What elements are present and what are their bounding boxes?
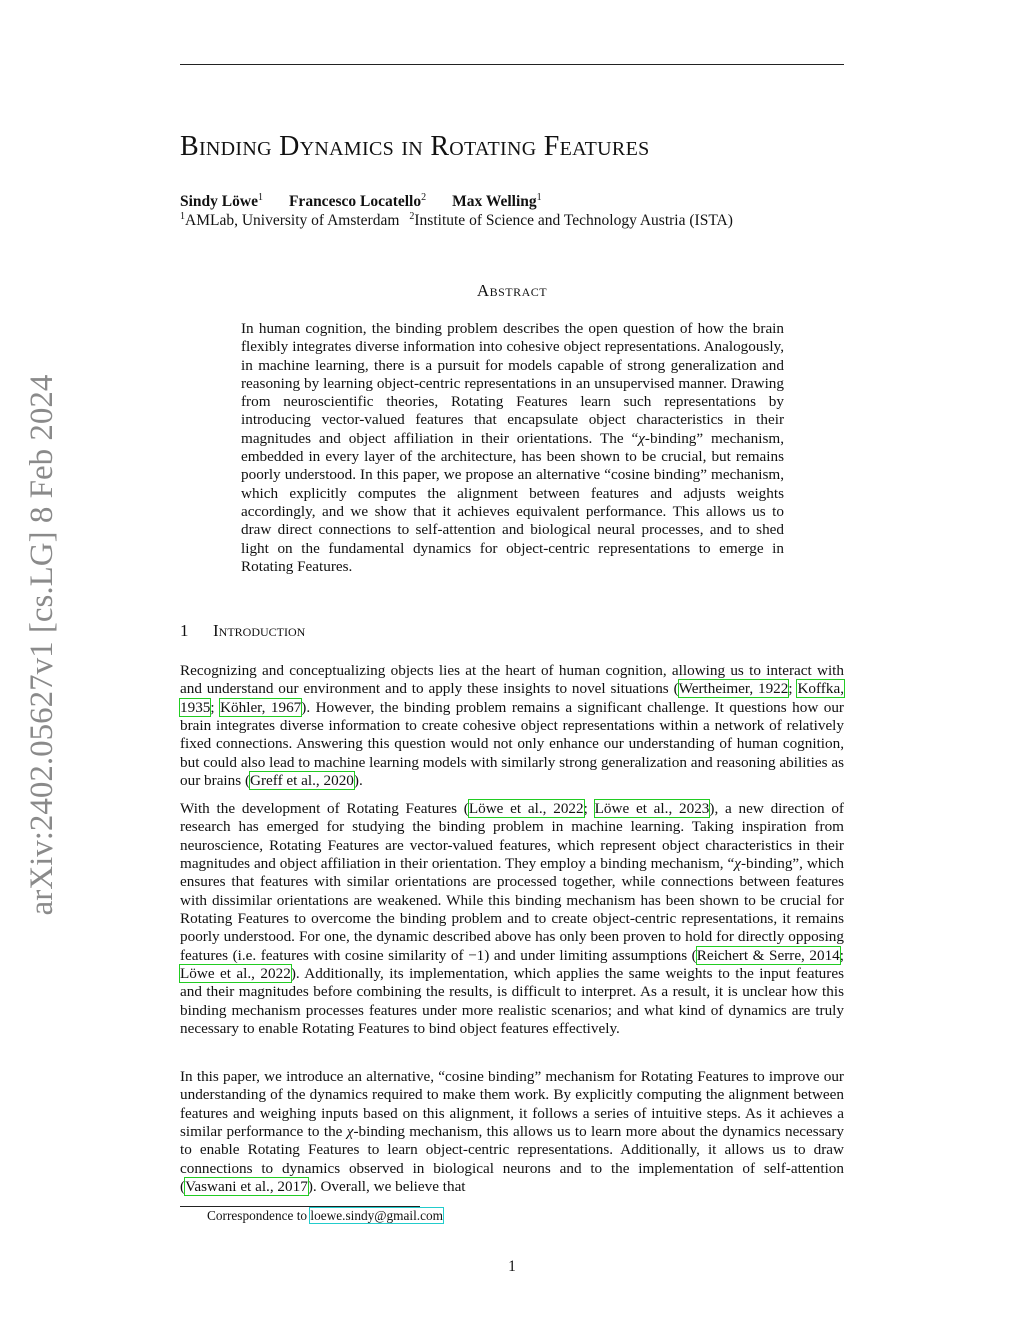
arxiv-identifier: arXiv:2402.05627v1 [cs.LG] 8 Feb 2024: [24, 374, 60, 916]
citation-link[interactable]: Löwe et al., 2022: [468, 800, 584, 817]
chi-symbol: χ: [638, 429, 645, 447]
intro-paragraph-1: [180, 662, 844, 790]
author-affiliation-mark: 2: [421, 192, 427, 203]
abstract-text-part: In human cognition, the binding problem describes the open question of how the brain flexibly integrates diverse information into cohesive object representations. Analogously, in machine learning, there is a pursuit for models capable of strong generalization and reasoning by learning object-centric representations in an unsupervised manner. Drawing from neuroscientific theories, Rotating Features learn such representations by introducing vector-valued features that encapsulate object characteristics in their magnitudes and object affiliation in their orientations. The “: [241, 320, 784, 447]
top-rule: [180, 64, 844, 65]
author-affiliation-mark: 1: [536, 192, 542, 203]
paragraph-text: In this paper, we introduce an alternative, “cosine binding” mechanism for Rotating Features to improve our understanding of the dynamics required to make them work. By explicitly computing the alignment between features and weighing inputs based on this alignment, it follows a series of intuitive steps. As it achieves a similar performance to the: [180, 1068, 844, 1141]
author-name: Sindy Löwe: [180, 193, 258, 210]
affiliation-name: AMLab, University of Amsterdam: [185, 212, 400, 229]
page-number: 1: [508, 1258, 516, 1275]
citation-separator: ;: [210, 698, 221, 716]
citation-link[interactable]: Reichert & Serre, 2014: [696, 946, 840, 964]
citation-link[interactable]: Löwe et al., 2022: [180, 965, 291, 983]
citation-link[interactable]: Koffka, 1935: [180, 680, 844, 716]
email-link[interactable]: loewe.sindy@gmail.com: [310, 1208, 444, 1223]
paragraph-text: ).: [353, 772, 363, 790]
footnote-rule: [180, 1206, 420, 1207]
footnote-text: Correspondence to: [207, 1208, 311, 1223]
paragraph-text: -binding mechanism, this allows us to learn more about the dynamics necessary to enable Rotating Features to learn object-centric representations. Additionally, it allows us to draw connections to dynamics observed in biological neurons and to the implementation of self-attention (: [180, 1123, 845, 1196]
citation-separator: ;: [583, 800, 595, 817]
abstract-heading: Abstract: [476, 281, 548, 300]
section-title: Introduction: [213, 621, 306, 640]
affiliation-list: [180, 211, 733, 230]
citation-link[interactable]: Löwe et al., 2023: [594, 800, 710, 817]
paragraph-text: ). Overall, we believe that: [307, 1178, 466, 1196]
author-affiliation-mark: 1: [257, 192, 263, 203]
citation-link[interactable]: Wertheimer, 1922: [678, 680, 789, 698]
citation-separator: ;: [788, 680, 798, 698]
citation-separator: ;: [839, 946, 844, 964]
paragraph-text: ). However, the binding problem remains a significant challenge. It questions how our brain integrates diverse information to create cohesive object representations within a network of relatively fixed connections. Answering this question would not only enhance our understanding of human cognition, but could also lead to machine learning models with similarly strong generalization and reasoning abilities as our brains (: [180, 698, 844, 790]
footnote: [207, 1208, 443, 1224]
paper-title: Binding Dynamics in Rotating Features: [180, 131, 650, 162]
section-heading-introduction: [180, 621, 305, 641]
chi-symbol: χ: [734, 855, 741, 873]
citation-link[interactable]: Köhler, 1967: [220, 698, 302, 716]
paragraph-text: ). Additionally, its implementation, which applies the same weights to the input features and their magnitudes before combining the results, is difficult to interpret. As a result, it is unclear how this binding mechanism processes features under more realistic scenarios; and what kind of dynamics are truly necessary to enable Rotating Features to bind object features effectively.: [180, 965, 844, 1038]
author-name: Max Welling: [452, 193, 537, 210]
section-number: 1: [180, 621, 189, 640]
paragraph-text: With the development of Rotating Features (: [180, 800, 469, 817]
affiliation-name: Institute of Science and Technology Austria (ISTA): [414, 212, 733, 229]
affiliation-mark: 2: [409, 211, 415, 222]
paragraph-text: -binding”, which ensures that features with similar orientations are processed together, while connections between features with dissimilar orientations are weakened. While this binding mechanism has been shown to be crucial for Rotating Features to overcome the binding problem and to create object-centric representations, it remains poorly understood. For one, the dynamic described above has only been proven to hold for directly opposing features (i.e. features with cosine similarity of −1) and under limiting assumptions (: [180, 855, 844, 964]
intro-paragraph-2: [180, 800, 844, 1038]
abstract-text-part: -binding” mechanism, embedded in every layer of the architecture, has been shown to be crucial, but remains poorly understood. In this paper, we propose an alternative “cosine binding” mechanism, which explicitly computes the alignment between features and adjusts weights accordingly, and we show that it achieves equivalent performance. This allows us to draw direct connections to self-attention and biological neural processes, and to shed light on the fundamental dynamics for object-centric representations to emerge in Rotating Features.: [241, 429, 785, 575]
citation-link[interactable]: Vaswani et al., 2017: [185, 1178, 308, 1196]
citation-link[interactable]: Greff et al., 2020: [250, 772, 354, 790]
paragraph-text: ), a new direction of research has emerged for studying the binding problem in machine learning. Taking inspiration from neuroscience, Rotating Features are vector-valued features, which represent object characteristics in their magnitudes and object affiliation in their orientation. They employ a binding mechanism, “: [180, 800, 844, 873]
author-list: [180, 192, 542, 211]
chi-symbol: χ: [346, 1123, 354, 1141]
paragraph-text: Recognizing and conceptualizing objects lies at the heart of human cognition, allowing us to interact with and understand our environment and to apply these insights to novel situations (: [180, 662, 844, 698]
intro-paragraph-3: [180, 1068, 844, 1196]
abstract-text: [241, 320, 784, 576]
author-name: Francesco Locatello: [288, 193, 422, 210]
affiliation-mark: 1: [180, 211, 185, 222]
